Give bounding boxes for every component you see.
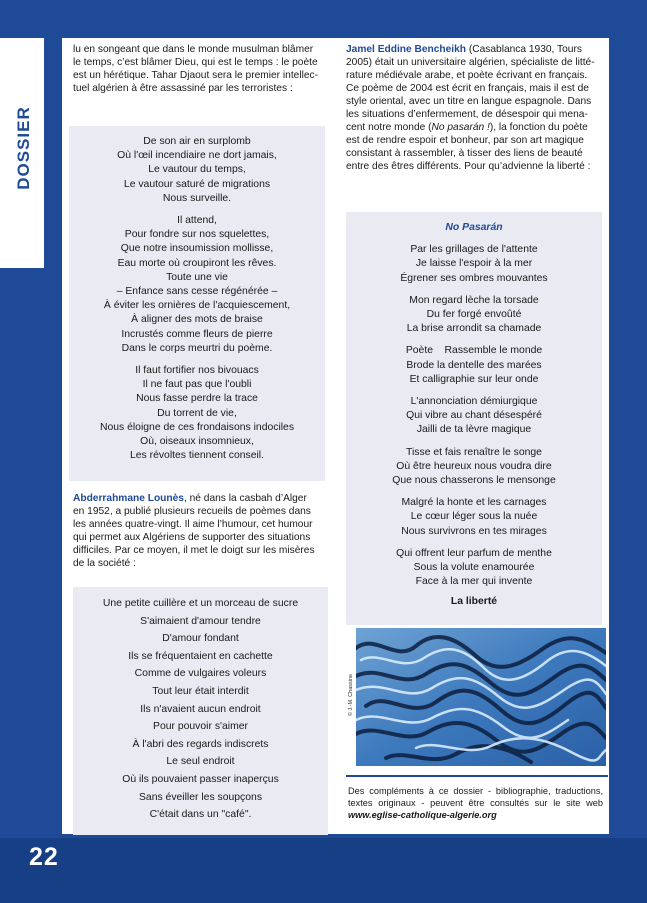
poem-stanza: Mon regard lèche la torsade Du fer forgé envoûté La brise arrondit sa chamade — [406, 294, 542, 335]
footnote-divider — [346, 775, 608, 777]
section-label: DOSSIER — [14, 106, 33, 190]
section-side-tab — [0, 38, 44, 268]
lounes-bio-paragraph: Abderrahmane Lounès, né dans la casbah d’Alger en 1952, a publié plusieurs recueils de poèmes dans les années quatre-vingt. Il aime l’humour, cet humour qui permet aux Algériens de supporter des situations difficiles. Par ce moyen, il met le doigt sur les misères de la société : — [73, 493, 315, 569]
poem-title: No Pasarán — [445, 222, 503, 233]
poem-stanza: Il attend, Pour fondre sur nos squelettes, Que notre insoumission mollisse, Eau morte où croupiront les rêves. Toute une vie – Enfance sans cesse régénérée – À éviter les ornières de l'acquiescement, À aligner des mots de braise Incrustés comme fleurs de pierre Dans le corps meurtri du poème. — [103, 215, 291, 354]
photo-credit: © J.-M. Chassine — [348, 673, 354, 717]
poem-closing-line: La liberté — [450, 596, 498, 608]
poem-stanza: Par les grillages de l'attente Je laisse l'espoir à la mer Égrener ses ombres mouvantes — [400, 244, 548, 284]
page-number: 22 — [29, 843, 59, 871]
water-reflection-photo — [356, 628, 606, 766]
poem-stanza: De son air en surplomb Où l'œil incendiaire ne dort jamais, Le vautour du temps, Le vautour saturé de migrations Nous surveille. — [117, 136, 277, 204]
bottom-band — [0, 838, 647, 903]
website-link[interactable]: www.eglise-catholique-algerie.org — [348, 810, 497, 820]
author-name: Abderrahmane Lounès — [73, 493, 184, 504]
poem-stanza: L'annonciation démiurgique Qui vibre au chant désespéré Jailli de ta lèvre magique — [406, 396, 542, 436]
poem-stanza: Malgré la honte et les carnages Le cœur léger sous la nuée Nous survivrons en tes mirages — [401, 497, 547, 537]
poem-box-djaout — [69, 126, 325, 481]
left-intro-paragraph: lu en songeant que dans le monde musulman blâmer le temps, c’est blâmer Dieu, qui est le temps : le poète est un hérétique. Tahar Djaout sera le premier intellec- tuel algérien à être assassiné par les terroristes : — [73, 44, 319, 94]
author-name: Jamel Eddine Bencheikh — [346, 44, 467, 55]
poem-stanza: Qui offrent leur parfum de menthe Sous la volute enamourée Face à la mer qui invente — [396, 547, 552, 588]
footnote: Des compléments à ce dossier - bibliographie, traductions, textes originaux - peuvent être consultés sur le site web www.eglise-catholique-algerie.org — [348, 786, 603, 820]
poem-stanza: Poète Rassemble le monde Brode la dentelle des marées Et calligraphie sur leur onde — [405, 345, 543, 385]
poem-box-lounes: Une petite cuillère et un morceau de sucre S'aimaient d'amour tendre D'amour fondant Ils se fréquentaient en cachette Comme de vulgaires voleurs Tout leur était interdit Ils n'avaient aucun endroit Pour pouvoir s'aimer À l'abri des regards indiscrets Le seul endroit Où ils pouvaient passer inaperçus Sans éveiller les soupçons C'était dans un "café". — [73, 587, 328, 835]
poem-box-no-pasaran — [346, 212, 602, 625]
poem-stanza: Il faut fortifier nos bivouacs Il ne faut pas que l'oubli Nous fasse perdre la trace Du torrent de vie, Nous éloigne de ces frondaisons indociles Où, oiseaux insomnieux, Les révoltes tiennent conseil. — [99, 365, 295, 462]
poem-stanza: Tisse et fais renaître le songe Où être heureux nous voudra dire Que nous chasserons le mensonge — [392, 446, 556, 487]
bencheikh-bio-paragraph: Jamel Eddine Bencheikh (Casablanca 1930, Tours 2005) était un universitaire algérien, spécialiste de litté- rature médiévale arabe, et poète écrivant en français. Ce poème de 2004 est écrit en français, mais il est de style oriental, avec un titre en langue espagnole. Dans les situations d’enfermement, de désespoir qui mena- cent notre monde (No pasarán !), la fonction du poète est de rendre espoir et bonheur, par son art magique consistant à rassembler, à tisser des liens de beauté entre des êtres différents. Pour qu’advienne la liberté : — [346, 44, 595, 172]
